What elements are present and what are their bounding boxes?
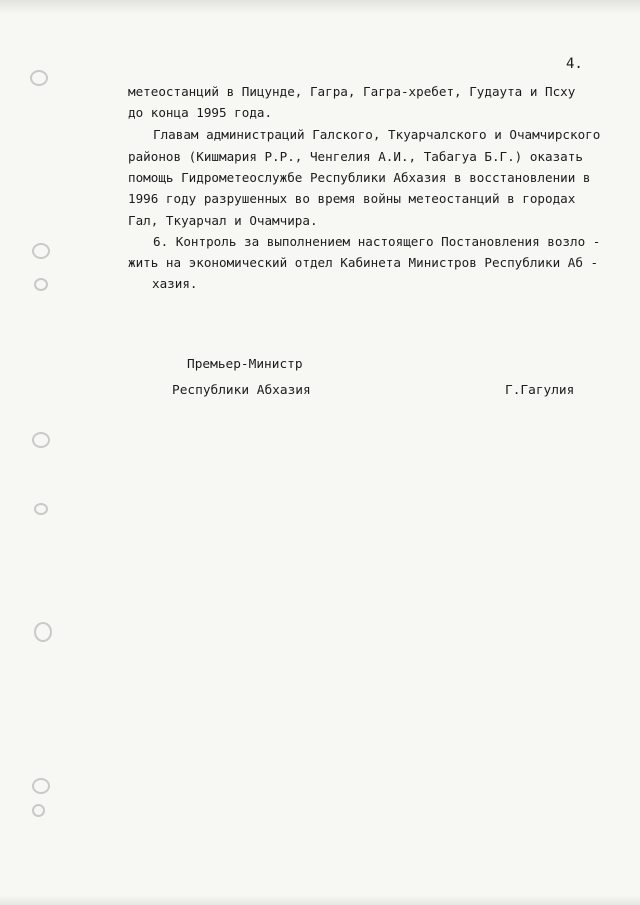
body-line: жить на экономический отдел Кабинета Министров Республики Аб - xyxy=(128,255,599,270)
body-line: 6. Контроль за выполнением настоящего Постановления возло - xyxy=(153,234,601,249)
punch-hole-mark xyxy=(34,622,52,646)
body-line: районов (Кишмария Р.Р., Ченгелия А.И., Табагуа Б.Г.) оказать xyxy=(128,149,583,164)
body-line: до конца 1995 года. xyxy=(128,105,273,120)
page-top-shadow xyxy=(0,0,640,14)
punch-hole-mark xyxy=(32,804,45,821)
body-line: Главам администраций Галского, Ткуарчалского и Очамчирского xyxy=(153,127,601,142)
body-line: метеостанций в Пицунде, Гагра, Гагра-хребет, Гудаута и Псху xyxy=(128,84,576,99)
body-line: хазия. xyxy=(152,276,198,291)
body-line: Гал, Ткуарчал и Очамчира. xyxy=(128,213,318,228)
punch-hole-mark xyxy=(32,778,50,798)
punch-hole-mark xyxy=(34,503,48,519)
signature-title-line1: Премьер-Министр xyxy=(187,357,303,372)
punch-hole-mark xyxy=(30,70,48,90)
punch-hole-mark xyxy=(34,278,48,295)
page-number: 4. xyxy=(566,56,583,72)
signature-name: Г.Гагулия xyxy=(505,383,575,398)
punch-hole-mark xyxy=(32,243,50,263)
punch-hole-mark xyxy=(32,432,50,452)
page-bottom-shadow xyxy=(0,895,640,905)
body-line: помощь Гидрометеослужбе Республики Абхазия в восстановлении в xyxy=(128,170,591,185)
body-line: 1996 году разрушенных во время войны метеостанций в городах xyxy=(128,191,576,206)
signature-title-line2: Республики Абхазия xyxy=(172,383,311,398)
